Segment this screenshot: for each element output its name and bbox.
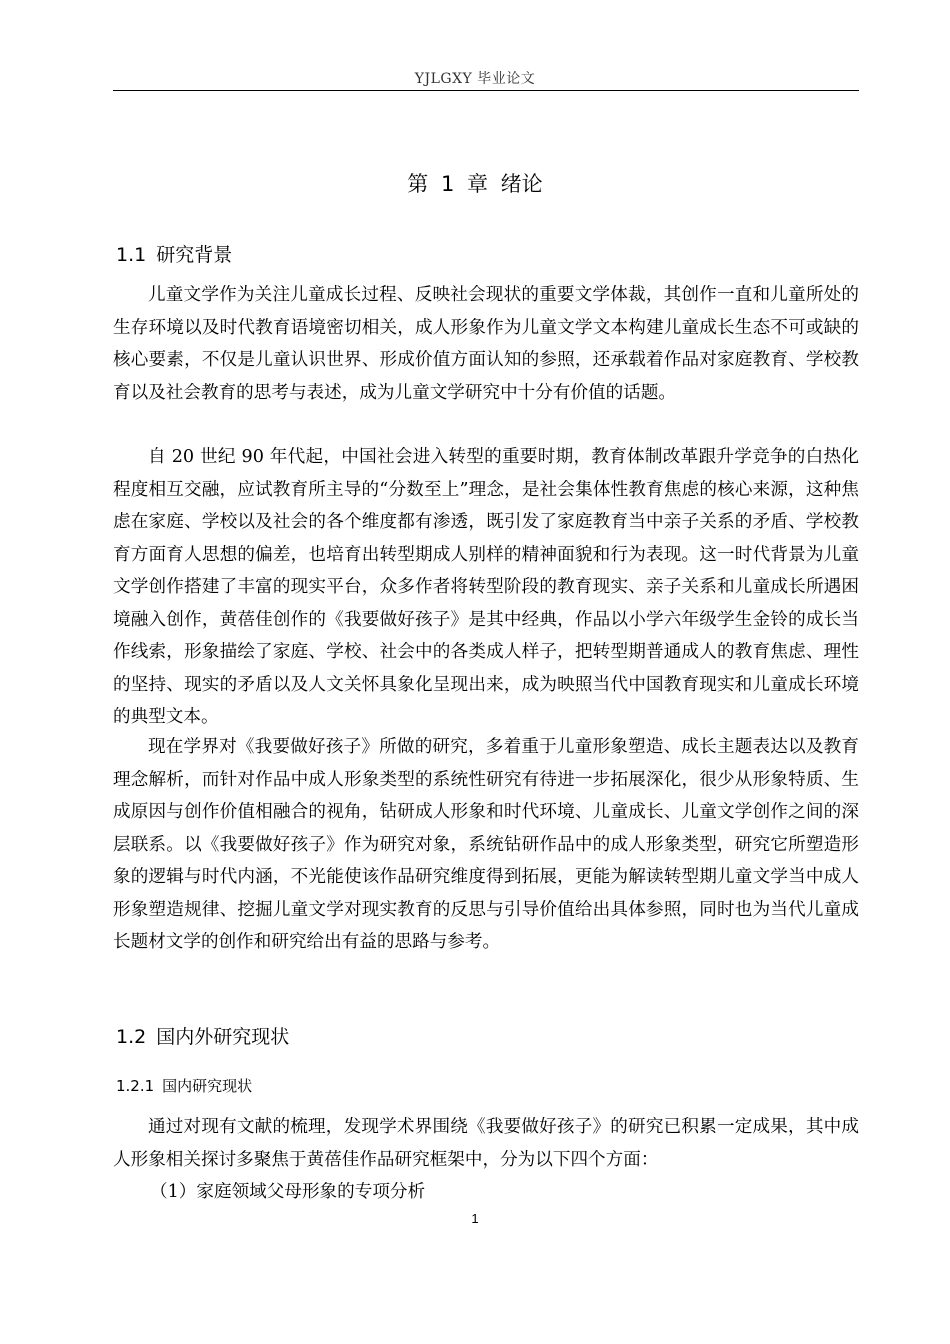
chapter-title: 第 1 章 绪论 xyxy=(407,172,543,196)
paragraph-2: 自 20 世纪 90 年代起，中国社会进入转型的重要时期，教育体制改革跟升学竞争的白热化程度相互交融，应试教育所主导的“分数至上”理念，是社会集体性教育焦虑的核心来源，这种焦虑在家庭、学校以及社会的各个维度都有渗透，既引发了家庭教育当中亲子关系的矛盾、学校教育方面育人思想的偏差，也培育出转型期成人别样的精神面貌和行为表现。这一时代背景为儿童文学创作搭建了丰富的现实平台，众多作者将转型阶段的教育现实、亲子关系和儿童成长所遇困境融入创作，黄蓓佳创作的《我要做好孩子》是其中经典，作品以小学六年级学生金铃的成长当作线索，形象描绘了家庭、学校、社会中的各类成人样子，把转型期普通成人的教育焦虑、理性的坚持、现实的矛盾以及人文关怀具象化呈现出来，成为映照当代中国教育现实和儿童成长环境的典型文本。 xyxy=(113,447,859,727)
header-divider xyxy=(113,90,859,91)
subsection-heading-1-2-1 xyxy=(116,1075,252,1096)
section-title: 研究背景 xyxy=(156,244,233,266)
section-number: 1.2 xyxy=(116,1026,147,1048)
paragraph-1: 儿童文学作为关注儿童成长过程、反映社会现状的重要文学体裁，其创作一直和儿童所处的生存环境以及时代教育语境密切相关，成人形象作为儿童文学文本构建儿童成长生态不可或缺的核心要素，不仅是儿童认识世界、形成价值方面认知的参照，还承载着作品对家庭教育、学校教育以及社会教育的思考与表述，成为儿童文学研究中十分有价值的话题。 xyxy=(113,285,859,403)
paragraph-3: 现在学界对《我要做好孩子》所做的研究，多着重于儿童形象塑造、成长主题表达以及教育理念解析，而针对作品中成人形象类型的系统性研究有待进一步拓展深化，很少从形象特质、生成原因与创作价值相融合的视角，钻研成人形象和时代环境、儿童成长、儿童文学创作之间的深层联系。以《我要做好孩子》作为研究对象，系统钻研作品中的成人形象类型，研究它所塑造形象的逻辑与时代内涵，不光能使该作品研究维度得到拓展，更能为解读转型期儿童文学当中成人形象塑造规律、挖掘儿童文学对现实教育的反思与引导价值给出具体参照，同时也为当代儿童成长题材文学的创作和研究给出有益的思路与参考。 xyxy=(113,737,859,952)
list-item: （1）家庭领域父母形象的专项分析 xyxy=(150,1182,426,1202)
section-number: 1.1 xyxy=(116,244,147,266)
section-title: 国内外研究现状 xyxy=(156,1026,290,1048)
subsection-title: 国内研究现状 xyxy=(162,1077,253,1095)
section-heading-1-2 xyxy=(116,1022,289,1049)
page-number: 1 xyxy=(471,1211,479,1226)
running-header: YJLGXY 毕业论文 xyxy=(414,71,536,87)
section-heading-1-1 xyxy=(116,240,232,267)
subsection-number: 1.2.1 xyxy=(116,1077,155,1095)
paragraph-4: 通过对现有文献的梳理，发现学术界围绕《我要做好孩子》的研究已积累一定成果，其中成人形象相关探讨多聚焦于黄蓓佳作品研究框架中，分为以下四个方面： xyxy=(113,1117,859,1170)
